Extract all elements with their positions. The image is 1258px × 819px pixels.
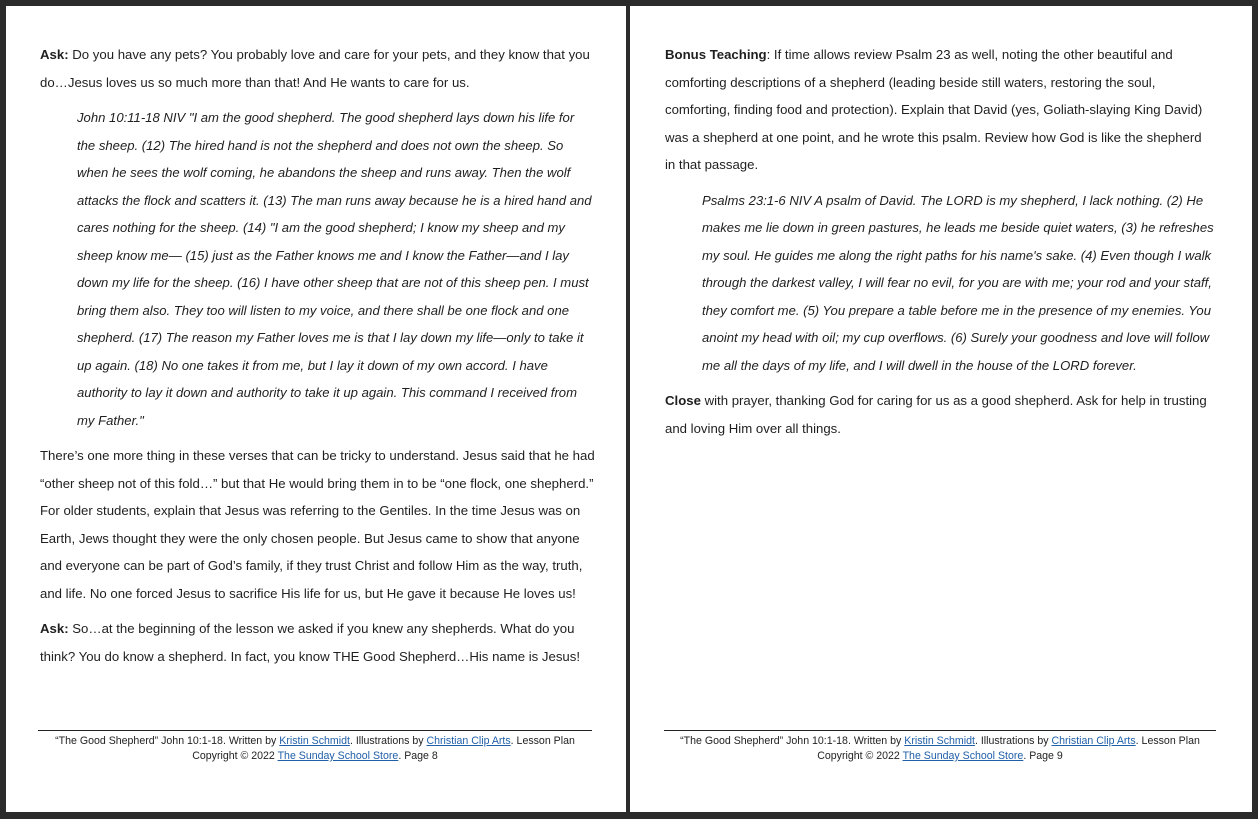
page-footer [38, 730, 592, 764]
store-link[interactable]: The Sunday School Store [277, 750, 399, 762]
ask-text: Do you have any pets? You probably love and care for your pets, and they know that you do…Jesus loves us so much more than that! And He wants to care for us. [40, 47, 590, 90]
page-9-body [665, 41, 1214, 450]
explanation-paragraph: There’s one more thing in these verses that can be tricky to understand. Jesus said that he had “other sheep not of this fold…” but that He would bring them in to be “one flock, one shepherd.” For older students, explain that Jesus was referring to the Gentiles. In the time Jesus was on Earth, Jews thought they were the only chosen people. But Jesus came to show that anyone and everyone can be part of God’s family, if they trust Christ and follow Him as the way, truth, and life. No one forced Jesus to sacrifice His life for us, but He gave it because He loves us! [40, 448, 595, 601]
bonus-teaching-paragraph [665, 41, 1214, 179]
footer-line-1 [38, 734, 592, 749]
footer-line-2 [664, 749, 1216, 764]
page-8-body [40, 41, 596, 678]
close-paragraph [665, 387, 1214, 442]
footer-copyright: Copyright © 2022 [817, 750, 903, 762]
footer-suffix: . Lesson Plan [1135, 735, 1200, 747]
author-link[interactable]: Kristin Schmidt [904, 735, 975, 747]
bonus-teaching-text: : If time allows review Psalm 23 as well, noting the other beautiful and comforting descriptions of a shepherd (leading beside still waters, restoring the soul, comforting, finding food and protection). Explain that David (yes, Goliath-slaying King David) was a shepherd at one point, and he wrote this psalm. Review how God is like the shepherd in that passage. [665, 47, 1203, 172]
ask-paragraph-1 [40, 41, 596, 96]
close-text: with prayer, thanking God for caring for us as a good shepherd. Ask for help in trusting and loving Him over all things. [665, 393, 1207, 436]
footer-copyright: Copyright © 2022 [192, 750, 278, 762]
ask-paragraph-2 [40, 615, 596, 670]
page-9 [630, 6, 1252, 812]
ask-label: Ask: [40, 621, 69, 636]
page-number: . Page 8 [398, 750, 438, 762]
footer-line-1 [664, 734, 1216, 749]
ask-label: Ask: [40, 47, 69, 62]
page-number: . Page 9 [1023, 750, 1063, 762]
scripture-quote-psalms: Psalms 23:1-6 NIV A psalm of David. The LORD is my shepherd, I lack nothing. (2) He makes me lie down in green pastures, he leads me beside quiet waters, (3) he refreshes my soul. He guides me along the right paths for his name's sake. (4) Even though I walk through the darkest valley, I will fear no evil, for you are with me; your rod and your staff, they comfort me. (5) You prepare a table before me in the presence of my enemies. You anoint my head with oil; my cup overflows. (6) Surely your goodness and love will follow me all the days of my life, and I will dwell in the house of the LORD forever. [702, 192, 1214, 373]
footer-prefix: “The Good Shepherd” John 10:1-18. Written by [55, 735, 280, 747]
footer-line-2 [38, 749, 592, 764]
page-footer [664, 730, 1216, 764]
page-8 [6, 6, 626, 812]
author-link[interactable]: Kristin Schmidt [279, 735, 350, 747]
illustrator-link[interactable]: Christian Clip Arts [426, 735, 511, 747]
illustrator-link[interactable]: Christian Clip Arts [1051, 735, 1136, 747]
ask-text: So…at the beginning of the lesson we asked if you knew any shepherds. What do you think? You do know a shepherd. In fact, you know THE Good Shepherd…His name is Jesus! [40, 621, 581, 664]
footer-mid: . Illustrations by [349, 735, 427, 747]
footer-mid: . Illustrations by [974, 735, 1052, 747]
footer-suffix: . Lesson Plan [510, 735, 575, 747]
scripture-quote-john: John 10:11-18 NIV "I am the good shepherd. The good shepherd lays down his life for the sheep. (12) The hired hand is not the shepherd and does not own the sheep. So when he sees the wolf coming, he abandons the sheep and runs away. Then the wolf attacks the flock and scatters it. (13) The man runs away because he is a hired hand and cares nothing for the sheep. (14) "I am the good shepherd; I know my sheep and my sheep know me— (15) just as the Father knows me and I know the Father—and I lay down my life for the sheep. (16) I have other sheep that are not of this sheep pen. I must bring them also. They too will listen to my voice, and there shall be one flock and one shepherd. (17) The reason my Father loves me is that I lay down my life—only to take it up again. (18) No one takes it from me, but I lay it down of my own accord. I have authority to lay it down and authority to take it up again. This command I received from my Father." [77, 110, 592, 428]
close-label: Close [665, 393, 701, 408]
bonus-teaching-label: Bonus Teaching [665, 47, 767, 62]
footer-prefix: “The Good Shepherd” John 10:1-18. Written by [680, 735, 905, 747]
store-link[interactable]: The Sunday School Store [902, 750, 1024, 762]
